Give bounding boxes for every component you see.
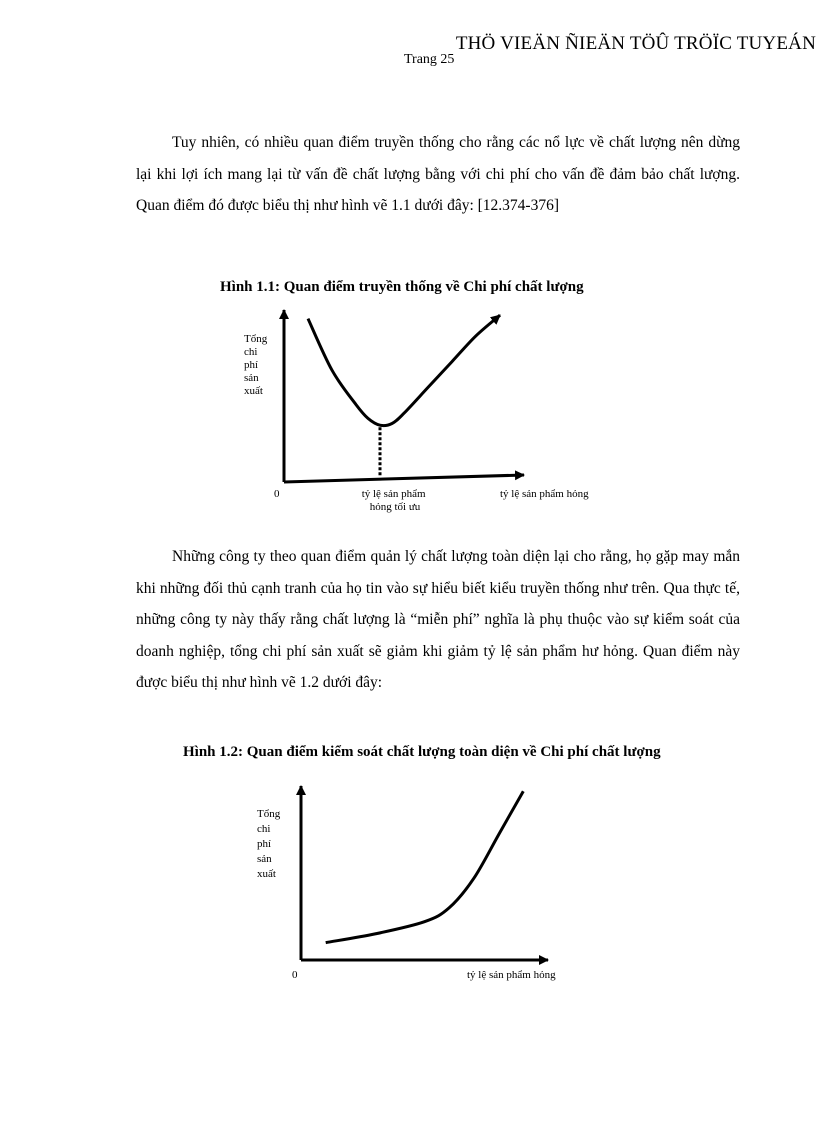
figure-2-title: Hình 1.2: Quan điểm kiểm soát chất lượng toàn diện về Chi phí chất lượng [183, 744, 661, 760]
figure-1-title: Hình 1.1: Quan điểm truyền thống về Chi phí chất lượng [220, 279, 584, 295]
figure-2-origin-label: 0 [292, 969, 298, 981]
figure-1-origin-label: 0 [274, 488, 280, 500]
paragraph-2: Những công ty theo quan điểm quản lý chất lượng toàn diện lại cho rằng, họ gặp may mắn khi những đối thủ cạnh tranh của họ tin vào sự hiểu biết kiểu truyền thống như trên. Qua thực tế, những công ty này thấy rằng chất lượng là “miễn phí” nghĩa là phụ thuộc vào sự kiểm soát của doanh nghiệp, tổng chi phí sản xuất sẽ giảm khi giảm tỷ lệ sản phẩm hư hỏng. Quan điểm này được biểu thị như hình vẽ 1.2 dưới đây: [136, 548, 740, 691]
paragraph-1: Tuy nhiên, có nhiều quan điểm truyền thống cho rằng các nổ lực về chất lượng nên dừng lại khi lợi ích mang lại từ vấn đề chất lượng bằng với chi phí cho vấn đề đảm bảo chất lượng. Quan điểm đó được biểu thị như hình vẽ 1.1 dưới đây: [12.374-376] [136, 134, 740, 214]
figure-2-x-label: tỷ lệ sản phẩm hỏng [467, 969, 556, 981]
page-number: Trang 25 [404, 52, 455, 67]
header-title: THÖ VIEÄN ÑIEÄN TÖÛ TRÖÏC TUYEÁN [455, 33, 816, 54]
figure-1-optimum-label: tỷ lệ sản phẩm hỏng tối ưu [361, 488, 426, 513]
figure-1-x-label: tỷ lệ sản phẩm hỏng [500, 488, 589, 500]
figure-1-y-label: Tổng chi phí sản xuất [244, 333, 268, 397]
figure-2-y-label: Tổng chi phí sản xuất [257, 808, 281, 880]
figure-2-cost-curve [326, 791, 524, 942]
